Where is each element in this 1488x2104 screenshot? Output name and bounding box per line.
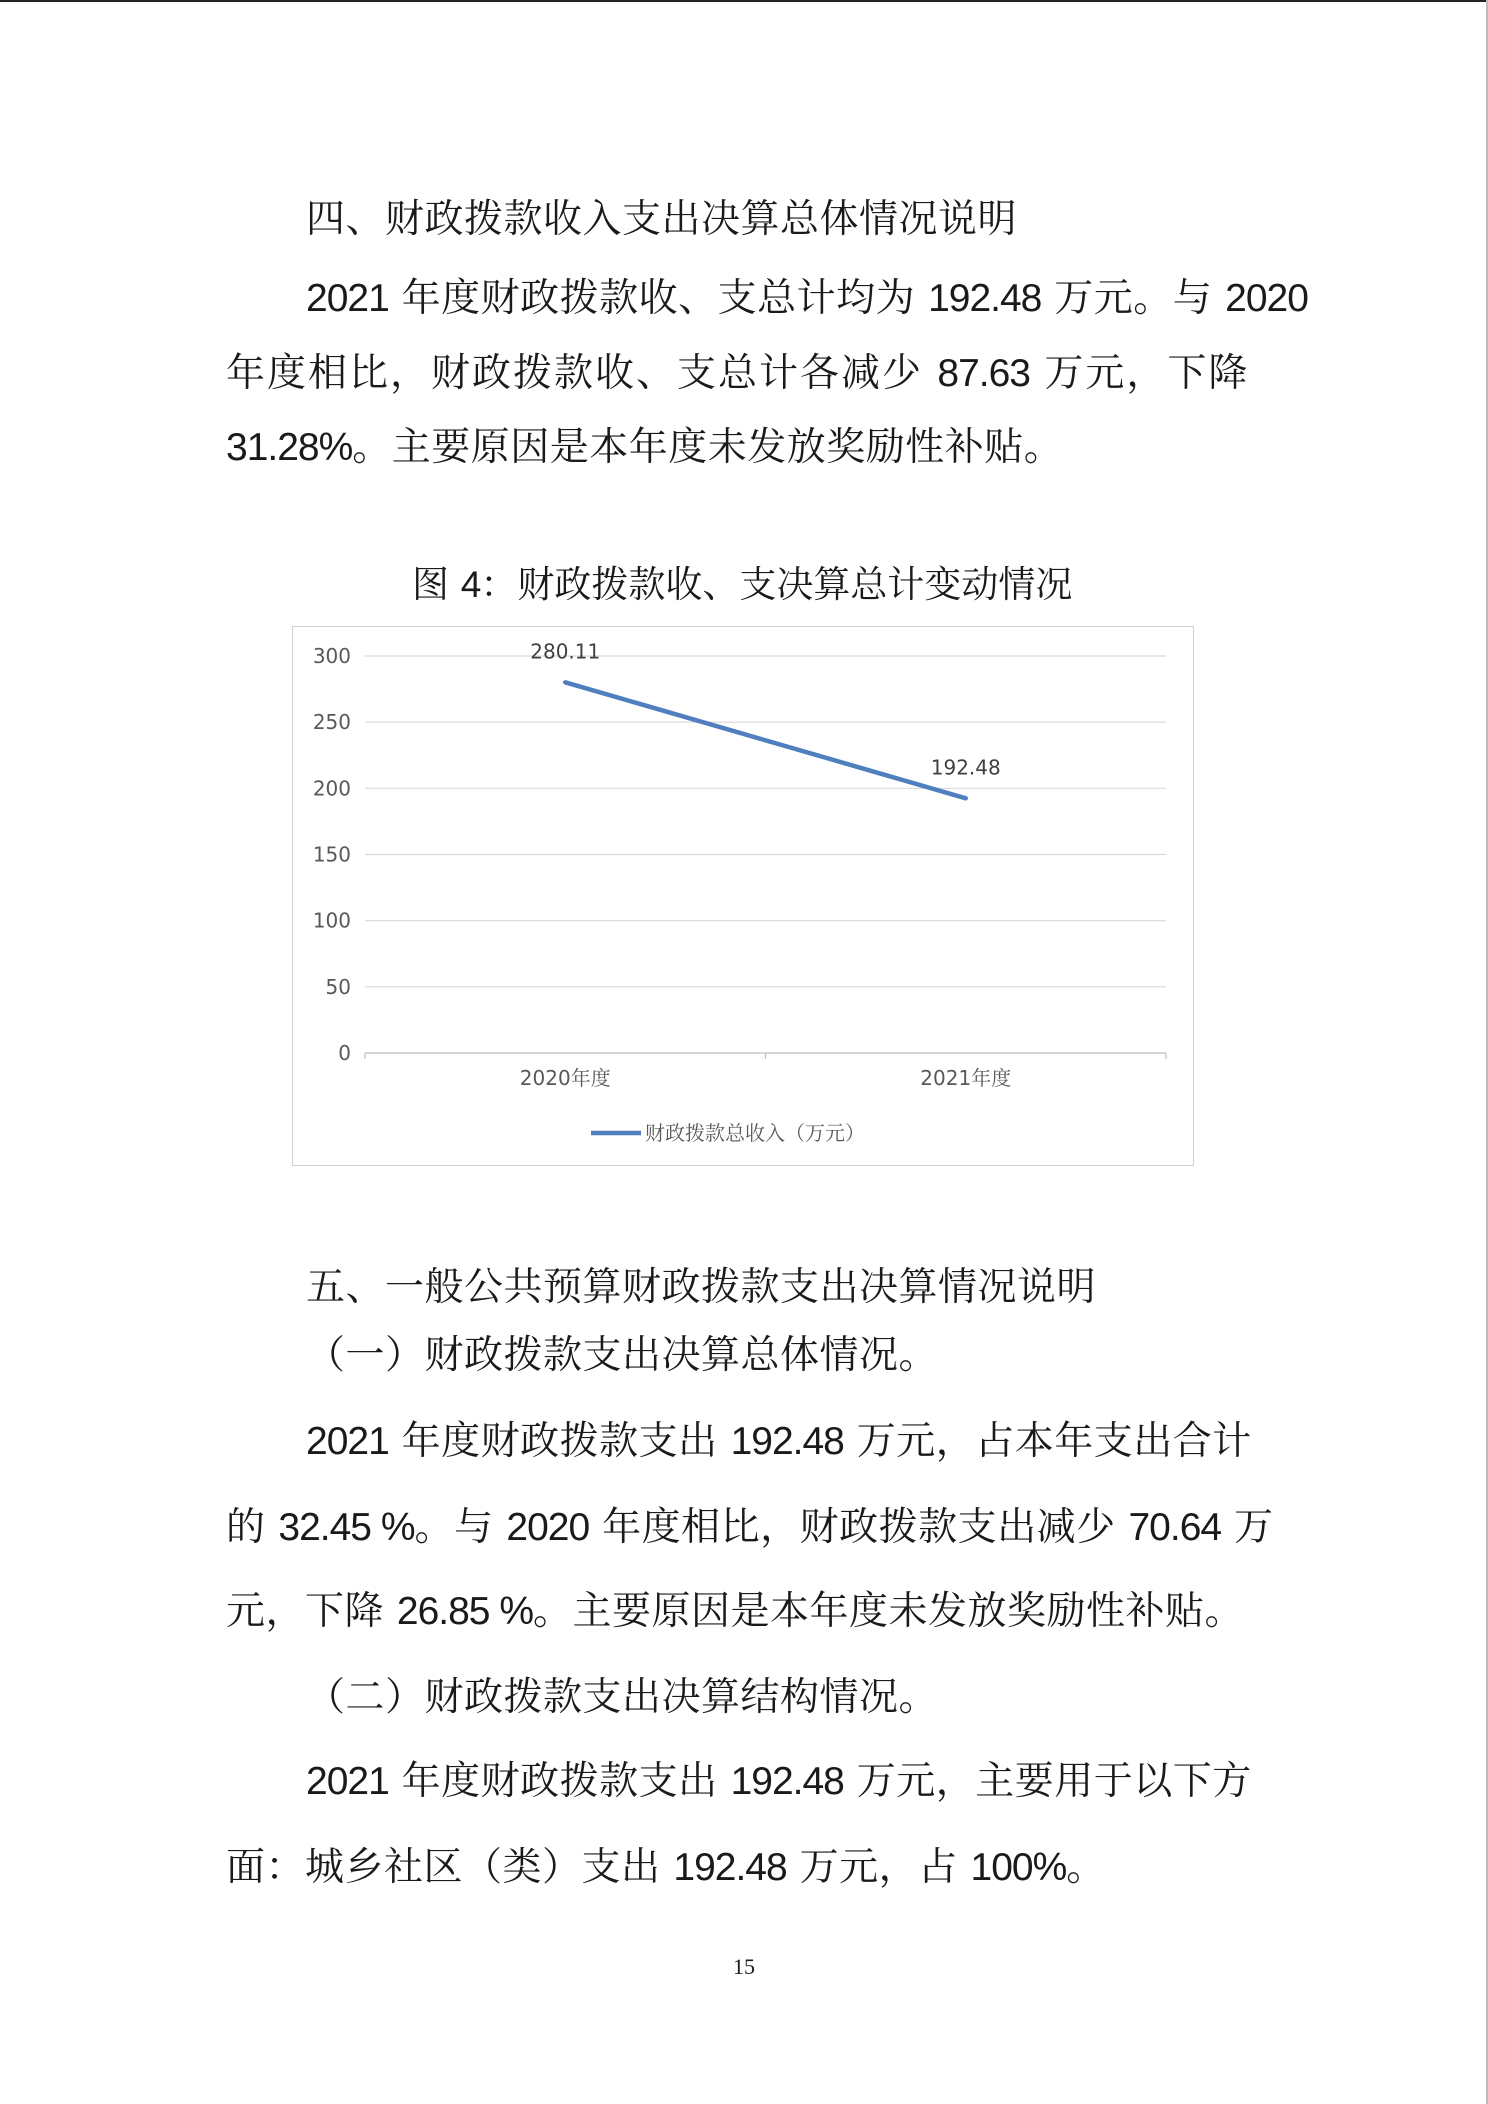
data-label: 280.11	[530, 639, 601, 664]
section5-paragraph2-line1: 2021 年度财政拨款支出 192.48 万元，主要用于以下方	[306, 1759, 1252, 1804]
data-label: 192.48	[930, 755, 1001, 780]
subsection1-heading: （一）财政拨款支出决算总体情况。	[306, 1333, 939, 1378]
section4-paragraph-line2: 年度相比，财政拨款收、支总计各减少 87.63 万元，下降	[226, 351, 1250, 396]
series-line	[565, 682, 966, 798]
section5-paragraph2-line2: 面：城乡社区（类）支出 192.48 万元，占 100%。	[226, 1845, 1106, 1890]
y-tick-label: 300	[312, 644, 351, 668]
y-tick-label: 100	[312, 908, 351, 933]
section4-paragraph-line1: 2021 年度财政拨款收、支总计均为 192.48 万元。与 2020	[306, 276, 1308, 321]
line-chart	[292, 626, 1194, 1166]
page-number: 15	[733, 1954, 755, 1979]
y-tick-label: 250	[312, 710, 351, 735]
y-tick-label: 150	[312, 842, 351, 867]
legend-label: 财政拨款总收入（万元）	[645, 1121, 865, 1145]
page-top-border	[0, 0, 1488, 2]
chart-canvas	[293, 627, 1193, 1165]
section5-paragraph1-line3: 元，下降 26.85 %。主要原因是本年度未发放奖励性补贴。	[226, 1589, 1245, 1634]
section4-paragraph-line3: 31.28%。主要原因是本年度未发放奖励性补贴。	[226, 425, 1064, 470]
subsection2-heading: （二）财政拨款支出决算结构情况。	[306, 1675, 939, 1720]
figure-caption: 图 4：财政拨款收、支决算总计变动情况	[412, 563, 1073, 606]
y-tick-label: 50	[325, 974, 351, 999]
section5-heading: 五、一般公共预算财政拨款支出决算情况说明	[306, 1265, 1097, 1310]
section4-heading: 四、财政拨款收入支出决算总体情况说明	[306, 197, 1018, 242]
x-tick-label: 2021年度	[920, 1066, 1012, 1090]
x-tick-label: 2020年度	[519, 1066, 611, 1090]
y-tick-label: 0	[338, 1041, 351, 1065]
section5-paragraph1-line2: 的 32.45 %。与 2020 年度相比，财政拨款支出减少 70.64 万	[226, 1505, 1274, 1550]
y-tick-label: 200	[312, 776, 351, 801]
section5-paragraph1-line1: 2021 年度财政拨款支出 192.48 万元，占本年支出合计	[306, 1419, 1252, 1464]
